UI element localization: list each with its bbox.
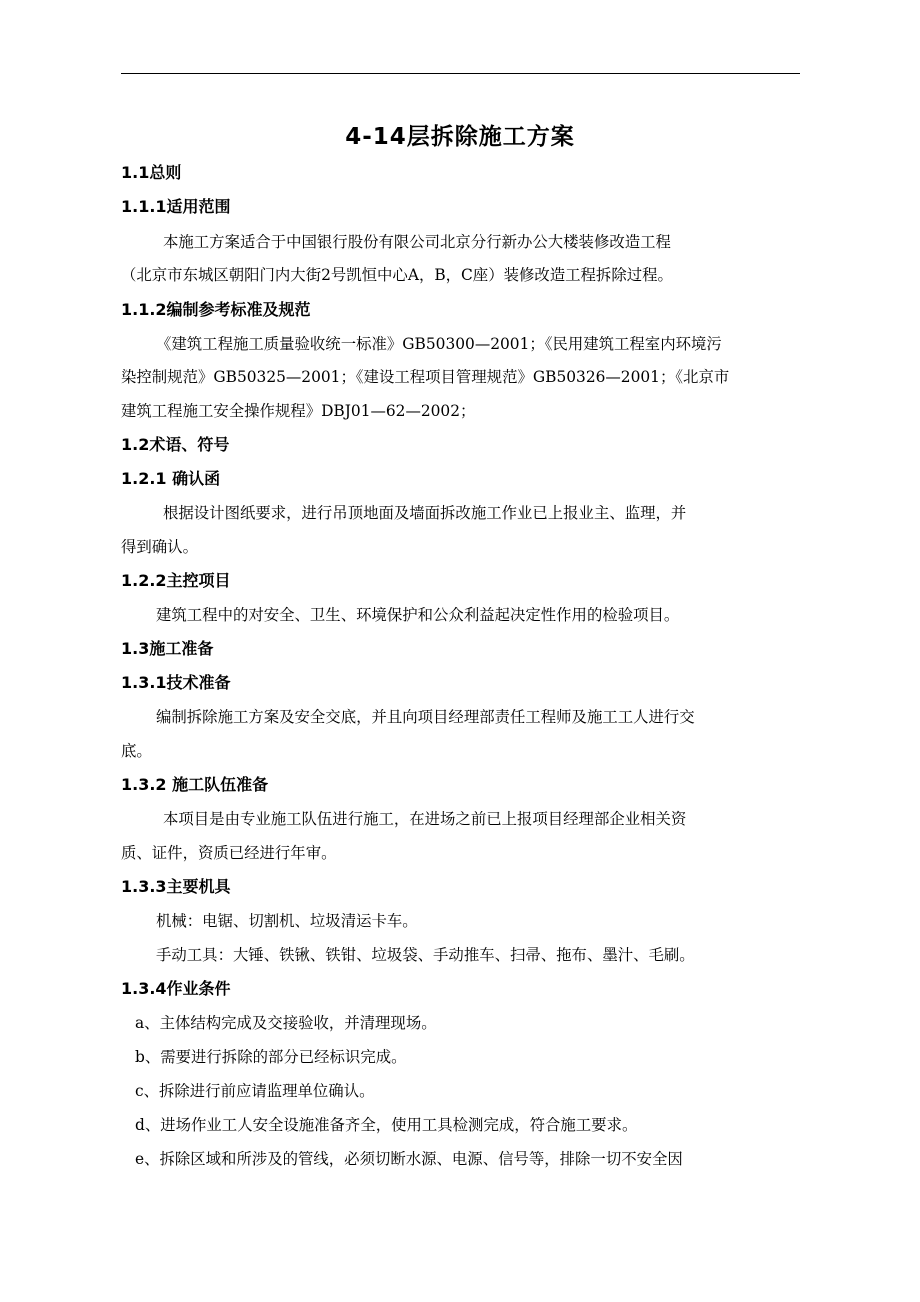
heading-1-3-2: 1.3.2 施工队伍准备	[121, 775, 269, 794]
heading-1-3-4: 1.3.4作业条件	[121, 979, 231, 998]
heading-1-3-3: 1.3.3主要机具	[121, 877, 231, 896]
heading-1-2-2: 1.2.2主控项目	[121, 571, 231, 590]
paragraph-line: 底。	[121, 742, 152, 760]
heading-1-1-1: 1.1.1适用范围	[121, 197, 231, 216]
paragraph-line: 质、证件，资质已经进行年审。	[121, 844, 337, 862]
paragraph-line: 染控制规范》GB50325—2001；《建设工程项目管理规范》GB50326—2001；《北京市	[121, 368, 730, 386]
paragraph-line: 根据设计图纸要求，进行吊顶地面及墙面拆改施工作业已上报业主、监理，并	[163, 504, 687, 522]
heading-1-3: 1.3施工准备	[121, 639, 214, 658]
paragraph-line: 得到确认。	[121, 538, 198, 556]
paragraph-line: 本施工方案适合于中国银行股份有限公司北京分行新办公大楼装修改造工程	[163, 233, 671, 251]
list-item-d: d、进场作业工人安全设施准备齐全，使用工具检测完成，符合施工要求。	[135, 1116, 638, 1134]
heading-1-2: 1.2术语、符号	[121, 435, 230, 454]
list-item-c: c、拆除进行前应请监理单位确认。	[135, 1082, 375, 1100]
paragraph-line: 《建筑工程施工质量验收统一标准》GB50300—2001；《民用建筑工程室内环境污	[156, 335, 722, 353]
list-item-b: b、需要进行拆除的部分已经标识完成。	[135, 1048, 407, 1066]
heading-1-2-1: 1.2.1 确认函	[121, 469, 221, 488]
document-title: 4-14层拆除施工方案	[345, 124, 575, 150]
heading-1-3-1: 1.3.1技术准备	[121, 673, 231, 692]
paragraph-line: 编制拆除施工方案及安全交底，并且向项目经理部责任工程师及施工工人进行交	[156, 708, 695, 726]
header-rule	[121, 73, 800, 74]
heading-1-1-2: 1.1.2编制参考标准及规范	[121, 300, 311, 319]
list-item-a: a、主体结构完成及交接验收，并清理现场。	[135, 1014, 437, 1032]
heading-1-1: 1.1总则	[121, 163, 182, 182]
paragraph-line: 手动工具：大锤、铁锹、铁钳、垃圾袋、手动推车、扫帚、拖布、墨汁、毛刷。	[156, 946, 695, 964]
paragraph-line: 建筑工程中的对安全、卫生、环境保护和公众利益起决定性作用的检验项目。	[156, 606, 680, 624]
paragraph-line: 建筑工程施工安全操作规程》DBJ01—62—2002；	[121, 402, 476, 420]
paragraph-line: 本项目是由专业施工队伍进行施工，在进场之前已上报项目经理部企业相关资	[163, 810, 687, 828]
paragraph-line: （北京市东城区朝阳门内大街2号凯恒中心A，B，C座）装修改造工程拆除过程。	[121, 266, 673, 284]
paragraph-line: 机械：电锯、切割机、垃圾清运卡车。	[156, 912, 418, 930]
list-item-e: e、拆除区域和所涉及的管线，必须切断水源、电源、信号等，排除一切不安全因	[135, 1150, 683, 1168]
